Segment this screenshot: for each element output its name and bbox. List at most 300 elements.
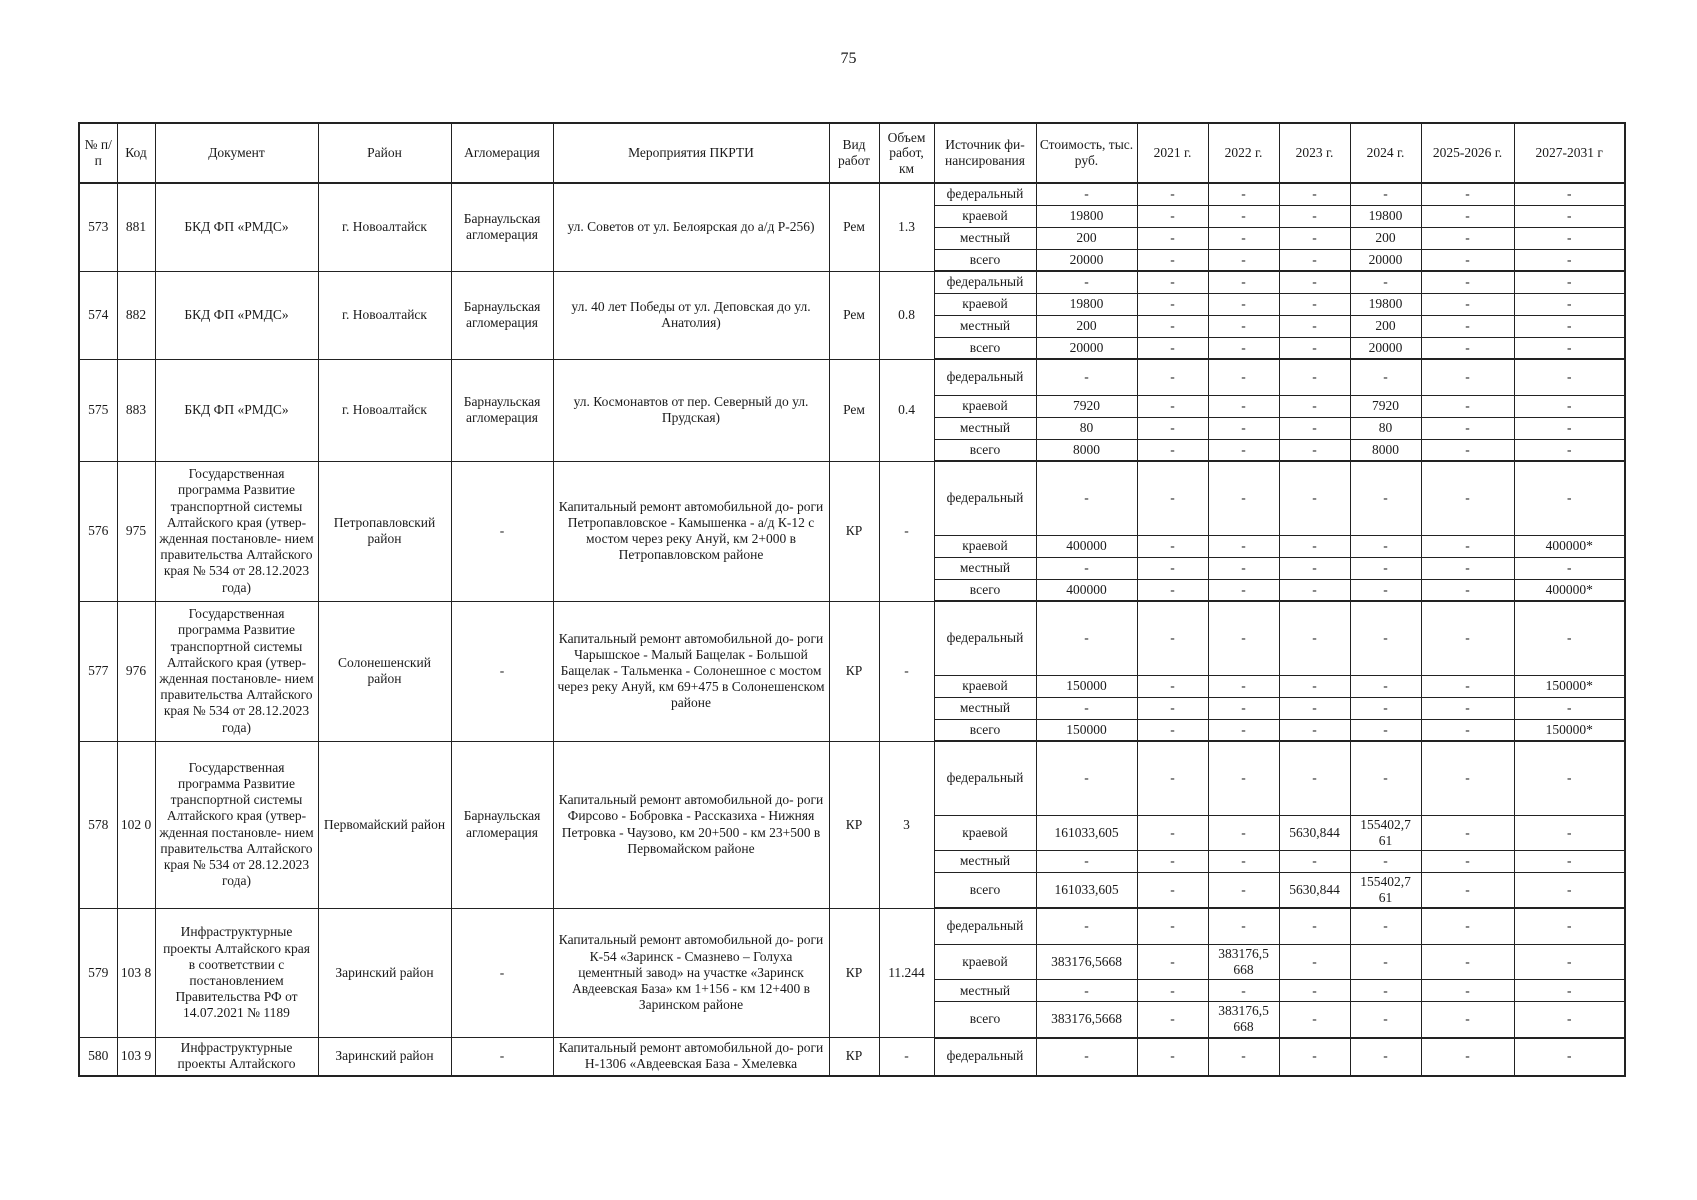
record-number: 577	[79, 601, 117, 741]
page-number: 75	[840, 50, 857, 67]
funding-source: федеральный	[934, 908, 1036, 944]
funding-source: краевой	[934, 815, 1036, 850]
year-2021-cell: -	[1137, 337, 1208, 359]
record-agglomeration: -	[451, 1038, 553, 1076]
cost-cell: 383176,5668	[1036, 944, 1137, 979]
year-2022-cell: -	[1208, 315, 1279, 337]
year-2023-cell: -	[1279, 461, 1350, 535]
years-2027-2031-cell: -	[1514, 944, 1625, 979]
year-2024-cell: -	[1350, 741, 1421, 815]
years-2027-2031-cell: -	[1514, 697, 1625, 719]
funding-source: местный	[934, 850, 1036, 872]
cost-cell: 200	[1036, 315, 1137, 337]
cost-cell: 383176,5668	[1036, 1002, 1137, 1038]
year-2023-cell: -	[1279, 579, 1350, 601]
record-code: 881	[117, 183, 155, 271]
years-2027-2031-cell: -	[1514, 850, 1625, 872]
years-2027-2031-cell: 400000*	[1514, 579, 1625, 601]
years-2025-2026-cell: -	[1421, 579, 1514, 601]
year-2023-cell: -	[1279, 395, 1350, 417]
cost-cell: -	[1036, 461, 1137, 535]
years-2027-2031-cell: -	[1514, 359, 1625, 395]
cost-cell: -	[1036, 359, 1137, 395]
record-measure: Капитальный ремонт автомобильной до- роги Петропавловское - Камышенка - а/д К-12 с мостом через реку Ануй, км 2+000 в Петропавловском районе	[553, 461, 829, 601]
year-2022-cell: -	[1208, 601, 1279, 675]
header-cell: 2021 г.	[1137, 123, 1208, 183]
year-2024-cell: 19800	[1350, 293, 1421, 315]
years-2025-2026-cell: -	[1421, 697, 1514, 719]
years-2025-2026-cell: -	[1421, 271, 1514, 293]
cost-cell: 20000	[1036, 337, 1137, 359]
funding-source: всего	[934, 1002, 1036, 1038]
years-2027-2031-cell: -	[1514, 249, 1625, 271]
header-cell: 2024 г.	[1350, 123, 1421, 183]
year-2023-cell: -	[1279, 439, 1350, 461]
year-2023-cell: -	[1279, 315, 1350, 337]
year-2022-cell: -	[1208, 535, 1279, 557]
funding-source: местный	[934, 697, 1036, 719]
years-2027-2031-cell: -	[1514, 417, 1625, 439]
year-2024-cell: -	[1350, 1038, 1421, 1076]
cost-cell: -	[1036, 557, 1137, 579]
years-2025-2026-cell: -	[1421, 249, 1514, 271]
record-number: 578	[79, 741, 117, 908]
funding-source: федеральный	[934, 359, 1036, 395]
years-2027-2031-cell: 150000*	[1514, 719, 1625, 741]
cost-cell: 200	[1036, 227, 1137, 249]
cost-cell: 19800	[1036, 205, 1137, 227]
years-2027-2031-cell: -	[1514, 315, 1625, 337]
cost-cell: 8000	[1036, 439, 1137, 461]
funding-source: всего	[934, 439, 1036, 461]
year-2022-cell: -	[1208, 980, 1279, 1002]
header-cell: 2025-2026 г.	[1421, 123, 1514, 183]
record-agglomeration: Барнаульская агломерация	[451, 183, 553, 271]
year-2021-cell: -	[1137, 205, 1208, 227]
funding-source: всего	[934, 719, 1036, 741]
years-2025-2026-cell: -	[1421, 719, 1514, 741]
record-work-type: КР	[829, 741, 879, 908]
funding-source: федеральный	[934, 601, 1036, 675]
year-2021-cell: -	[1137, 227, 1208, 249]
record-district: Петропавловский район	[318, 461, 451, 601]
year-2022-cell: -	[1208, 815, 1279, 850]
program-table	[78, 122, 1626, 1077]
year-2021-cell: -	[1137, 872, 1208, 908]
year-2024-cell: -	[1350, 271, 1421, 293]
record-document: Государственная программа Развитие транспортной системы Алтайского края (утвер- жденная постановле- нием правительства Алтайского края № 534 от 28.12.2023 года)	[155, 601, 318, 741]
record-work-type: Рем	[829, 183, 879, 271]
year-2022-cell: -	[1208, 227, 1279, 249]
header-cell: Объем работ, км	[879, 123, 934, 183]
year-2023-cell: -	[1279, 944, 1350, 979]
years-2025-2026-cell: -	[1421, 872, 1514, 908]
years-2027-2031-cell: -	[1514, 741, 1625, 815]
year-2021-cell: -	[1137, 461, 1208, 535]
record-number: 575	[79, 359, 117, 461]
year-2022-cell: 383176,5 668	[1208, 944, 1279, 979]
year-2021-cell: -	[1137, 675, 1208, 697]
year-2021-cell: -	[1137, 395, 1208, 417]
year-2021-cell: -	[1137, 249, 1208, 271]
table-row	[79, 908, 1625, 944]
year-2022-cell: -	[1208, 337, 1279, 359]
year-2021-cell: -	[1137, 697, 1208, 719]
year-2021-cell: -	[1137, 815, 1208, 850]
year-2023-cell: -	[1279, 980, 1350, 1002]
year-2021-cell: -	[1137, 1002, 1208, 1038]
cost-cell: -	[1036, 1038, 1137, 1076]
funding-source: краевой	[934, 293, 1036, 315]
funding-source: всего	[934, 337, 1036, 359]
year-2022-cell: -	[1208, 439, 1279, 461]
years-2025-2026-cell: -	[1421, 557, 1514, 579]
year-2021-cell: -	[1137, 908, 1208, 944]
cost-cell: -	[1036, 908, 1137, 944]
year-2024-cell: 200	[1350, 227, 1421, 249]
year-2023-cell: -	[1279, 741, 1350, 815]
years-2025-2026-cell: -	[1421, 944, 1514, 979]
year-2022-cell: -	[1208, 697, 1279, 719]
year-2022-cell: -	[1208, 850, 1279, 872]
table-row	[79, 183, 1625, 205]
years-2027-2031-cell: -	[1514, 439, 1625, 461]
header-cell: Район	[318, 123, 451, 183]
funding-source: всего	[934, 872, 1036, 908]
year-2021-cell: -	[1137, 439, 1208, 461]
year-2021-cell: -	[1137, 359, 1208, 395]
record-measure: ул. 40 лет Победы от ул. Деповская до ул. Анатолия)	[553, 271, 829, 359]
year-2022-cell: 383176,5 668	[1208, 1002, 1279, 1038]
year-2023-cell: 5630,844	[1279, 815, 1350, 850]
year-2022-cell: -	[1208, 183, 1279, 205]
year-2024-cell: 8000	[1350, 439, 1421, 461]
cost-cell: 19800	[1036, 293, 1137, 315]
header-cell: 2027-2031 г	[1514, 123, 1625, 183]
record-document: БКД ФП «РМДС»	[155, 183, 318, 271]
years-2027-2031-cell: -	[1514, 271, 1625, 293]
years-2027-2031-cell: -	[1514, 601, 1625, 675]
record-volume: -	[879, 461, 934, 601]
header-cell: Вид работ	[829, 123, 879, 183]
record-volume: 0.4	[879, 359, 934, 461]
year-2023-cell: -	[1279, 359, 1350, 395]
years-2027-2031-cell: -	[1514, 227, 1625, 249]
record-work-type: КР	[829, 1038, 879, 1076]
years-2027-2031-cell: -	[1514, 872, 1625, 908]
header-cell: Агломерация	[451, 123, 553, 183]
year-2024-cell: 155402,7 61	[1350, 872, 1421, 908]
years-2025-2026-cell: -	[1421, 1002, 1514, 1038]
year-2022-cell: -	[1208, 359, 1279, 395]
funding-source: федеральный	[934, 1038, 1036, 1076]
year-2024-cell: 20000	[1350, 249, 1421, 271]
table-row	[79, 601, 1625, 675]
record-work-type: КР	[829, 461, 879, 601]
years-2027-2031-cell: -	[1514, 395, 1625, 417]
year-2022-cell: -	[1208, 205, 1279, 227]
years-2027-2031-cell: 400000*	[1514, 535, 1625, 557]
record-volume: -	[879, 1038, 934, 1076]
record-code: 883	[117, 359, 155, 461]
cost-cell: -	[1036, 741, 1137, 815]
record-agglomeration: Барнаульская агломерация	[451, 359, 553, 461]
record-volume: 11.244	[879, 908, 934, 1037]
years-2027-2031-cell: -	[1514, 908, 1625, 944]
years-2025-2026-cell: -	[1421, 601, 1514, 675]
funding-source: местный	[934, 557, 1036, 579]
years-2027-2031-cell: -	[1514, 815, 1625, 850]
year-2022-cell: -	[1208, 675, 1279, 697]
years-2025-2026-cell: -	[1421, 417, 1514, 439]
years-2025-2026-cell: -	[1421, 359, 1514, 395]
year-2021-cell: -	[1137, 293, 1208, 315]
funding-source: федеральный	[934, 271, 1036, 293]
year-2021-cell: -	[1137, 719, 1208, 741]
year-2022-cell: -	[1208, 271, 1279, 293]
cost-cell: -	[1036, 980, 1137, 1002]
record-measure: Капитальный ремонт автомобильной до- роги К-54 «Заринск - Смазнево – Голуха цементный завод» на участке «Заринск Авдеевская База» км 1+156 - км 12+400 в Заринском районе	[553, 908, 829, 1037]
funding-source: всего	[934, 249, 1036, 271]
record-code: 976	[117, 601, 155, 741]
record-code: 103 8	[117, 908, 155, 1037]
cost-cell: 150000	[1036, 675, 1137, 697]
record-district: Первомайский район	[318, 741, 451, 908]
year-2023-cell: -	[1279, 337, 1350, 359]
cost-cell: 7920	[1036, 395, 1137, 417]
record-code: 102 0	[117, 741, 155, 908]
funding-source: краевой	[934, 944, 1036, 979]
header-cell: Стоимость, тыс. руб.	[1036, 123, 1137, 183]
cost-cell: 161033,605	[1036, 815, 1137, 850]
years-2027-2031-cell: -	[1514, 293, 1625, 315]
record-volume: -	[879, 601, 934, 741]
year-2021-cell: -	[1137, 850, 1208, 872]
cost-cell: 20000	[1036, 249, 1137, 271]
year-2024-cell: -	[1350, 908, 1421, 944]
header-cell: № п/п	[79, 123, 117, 183]
header-cell: 2023 г.	[1279, 123, 1350, 183]
cost-cell: -	[1036, 697, 1137, 719]
years-2025-2026-cell: -	[1421, 535, 1514, 557]
year-2024-cell: -	[1350, 719, 1421, 741]
header-cell: Код	[117, 123, 155, 183]
year-2024-cell: -	[1350, 1002, 1421, 1038]
years-2027-2031-cell: 150000*	[1514, 675, 1625, 697]
year-2022-cell: -	[1208, 417, 1279, 439]
cost-cell: 161033,605	[1036, 872, 1137, 908]
years-2025-2026-cell: -	[1421, 337, 1514, 359]
record-volume: 3	[879, 741, 934, 908]
table-row	[79, 741, 1625, 815]
year-2021-cell: -	[1137, 579, 1208, 601]
year-2021-cell: -	[1137, 271, 1208, 293]
record-agglomeration: -	[451, 601, 553, 741]
years-2025-2026-cell: -	[1421, 395, 1514, 417]
record-number: 580	[79, 1038, 117, 1076]
year-2024-cell: -	[1350, 461, 1421, 535]
year-2023-cell: -	[1279, 249, 1350, 271]
year-2023-cell: -	[1279, 227, 1350, 249]
header-cell: Мероприятия ПКРТИ	[553, 123, 829, 183]
year-2021-cell: -	[1137, 183, 1208, 205]
record-document: Инфраструктурные проекты Алтайского	[155, 1038, 318, 1076]
year-2021-cell: -	[1137, 741, 1208, 815]
record-agglomeration: Барнаульская агломерация	[451, 741, 553, 908]
years-2027-2031-cell: -	[1514, 1038, 1625, 1076]
year-2024-cell: -	[1350, 980, 1421, 1002]
record-agglomeration: Барнаульская агломерация	[451, 271, 553, 359]
year-2023-cell: -	[1279, 908, 1350, 944]
year-2024-cell: -	[1350, 183, 1421, 205]
years-2025-2026-cell: -	[1421, 980, 1514, 1002]
year-2022-cell: -	[1208, 872, 1279, 908]
table-row	[79, 271, 1625, 293]
funding-source: краевой	[934, 535, 1036, 557]
year-2021-cell: -	[1137, 535, 1208, 557]
year-2024-cell: -	[1350, 944, 1421, 979]
year-2023-cell: -	[1279, 183, 1350, 205]
year-2024-cell: 200	[1350, 315, 1421, 337]
record-measure: Капитальный ремонт автомобильной до- роги Н-1306 «Авдеевская База - Хмелевка	[553, 1038, 829, 1076]
record-volume: 1.3	[879, 183, 934, 271]
years-2025-2026-cell: -	[1421, 1038, 1514, 1076]
funding-source: федеральный	[934, 461, 1036, 535]
record-district: Заринский район	[318, 908, 451, 1037]
record-code: 882	[117, 271, 155, 359]
record-measure: ул. Космонавтов от пер. Северный до ул. Прудская)	[553, 359, 829, 461]
years-2027-2031-cell: -	[1514, 1002, 1625, 1038]
year-2023-cell: -	[1279, 697, 1350, 719]
funding-source: местный	[934, 315, 1036, 337]
year-2023-cell: -	[1279, 1038, 1350, 1076]
years-2025-2026-cell: -	[1421, 227, 1514, 249]
year-2024-cell: 80	[1350, 417, 1421, 439]
years-2025-2026-cell: -	[1421, 675, 1514, 697]
years-2027-2031-cell: -	[1514, 183, 1625, 205]
year-2021-cell: -	[1137, 557, 1208, 579]
cost-cell: 80	[1036, 417, 1137, 439]
funding-source: федеральный	[934, 183, 1036, 205]
funding-source: краевой	[934, 205, 1036, 227]
year-2021-cell: -	[1137, 417, 1208, 439]
record-district: г. Новоалтайск	[318, 183, 451, 271]
funding-source: краевой	[934, 395, 1036, 417]
year-2024-cell: 7920	[1350, 395, 1421, 417]
cost-cell: -	[1036, 271, 1137, 293]
record-measure: ул. Советов от ул. Белоярская до а/д Р-256)	[553, 183, 829, 271]
year-2022-cell: -	[1208, 741, 1279, 815]
year-2024-cell: -	[1350, 359, 1421, 395]
record-volume: 0.8	[879, 271, 934, 359]
years-2025-2026-cell: -	[1421, 741, 1514, 815]
year-2022-cell: -	[1208, 249, 1279, 271]
year-2022-cell: -	[1208, 908, 1279, 944]
year-2023-cell: 5630,844	[1279, 872, 1350, 908]
record-work-type: Рем	[829, 271, 879, 359]
record-measure: Капитальный ремонт автомобильной до- роги Чарышское - Малый Бащелак - Большой Бащелак - Тальменка - Солонешное с мостом через реку Ануй, км 69+475 в Солонешенском районе	[553, 601, 829, 741]
funding-source: краевой	[934, 675, 1036, 697]
record-agglomeration: -	[451, 908, 553, 1037]
year-2022-cell: -	[1208, 461, 1279, 535]
years-2025-2026-cell: -	[1421, 850, 1514, 872]
cost-cell: 400000	[1036, 579, 1137, 601]
year-2021-cell: -	[1137, 944, 1208, 979]
record-measure: Капитальный ремонт автомобильной до- роги Фирсово - Бобровка - Рассказиха - Нижняя Петровка - Чаузово, км 20+500 - км 23+500 в Первомайском районе	[553, 741, 829, 908]
years-2027-2031-cell: -	[1514, 980, 1625, 1002]
table-body	[79, 183, 1625, 1076]
funding-source: местный	[934, 980, 1036, 1002]
years-2025-2026-cell: -	[1421, 183, 1514, 205]
year-2023-cell: -	[1279, 850, 1350, 872]
record-number: 579	[79, 908, 117, 1037]
table-row	[79, 1038, 1625, 1076]
year-2023-cell: -	[1279, 557, 1350, 579]
years-2025-2026-cell: -	[1421, 439, 1514, 461]
year-2024-cell: -	[1350, 557, 1421, 579]
funding-source: всего	[934, 579, 1036, 601]
year-2021-cell: -	[1137, 315, 1208, 337]
record-number: 576	[79, 461, 117, 601]
year-2024-cell: -	[1350, 697, 1421, 719]
year-2023-cell: -	[1279, 601, 1350, 675]
year-2022-cell: -	[1208, 1038, 1279, 1076]
record-document: Государственная программа Развитие транспортной системы Алтайского края (утвер- жденная постановле- нием правительства Алтайского края № 534 от 28.12.2023 года)	[155, 741, 318, 908]
year-2024-cell: 19800	[1350, 205, 1421, 227]
cost-cell: -	[1036, 601, 1137, 675]
year-2023-cell: -	[1279, 271, 1350, 293]
year-2024-cell: -	[1350, 850, 1421, 872]
year-2022-cell: -	[1208, 293, 1279, 315]
year-2022-cell: -	[1208, 579, 1279, 601]
record-number: 573	[79, 183, 117, 271]
record-work-type: КР	[829, 908, 879, 1037]
record-code: 103 9	[117, 1038, 155, 1076]
years-2025-2026-cell: -	[1421, 315, 1514, 337]
years-2025-2026-cell: -	[1421, 293, 1514, 315]
year-2024-cell: -	[1350, 535, 1421, 557]
year-2024-cell: 20000	[1350, 337, 1421, 359]
years-2025-2026-cell: -	[1421, 205, 1514, 227]
record-document: БКД ФП «РМДС»	[155, 359, 318, 461]
year-2023-cell: -	[1279, 293, 1350, 315]
record-document: Инфраструктурные проекты Алтайского края в соответствии с постановлением Правительства РФ от 14.07.2021 № 1189	[155, 908, 318, 1037]
year-2021-cell: -	[1137, 1038, 1208, 1076]
year-2022-cell: -	[1208, 395, 1279, 417]
year-2024-cell: -	[1350, 601, 1421, 675]
funding-source: местный	[934, 227, 1036, 249]
year-2023-cell: -	[1279, 417, 1350, 439]
record-work-type: Рем	[829, 359, 879, 461]
year-2024-cell: 155402,7 61	[1350, 815, 1421, 850]
year-2023-cell: -	[1279, 205, 1350, 227]
record-district: г. Новоалтайск	[318, 359, 451, 461]
record-document: БКД ФП «РМДС»	[155, 271, 318, 359]
year-2022-cell: -	[1208, 557, 1279, 579]
year-2022-cell: -	[1208, 719, 1279, 741]
record-district: Солонешенский район	[318, 601, 451, 741]
year-2023-cell: -	[1279, 719, 1350, 741]
year-2021-cell: -	[1137, 980, 1208, 1002]
header-cell: Источник фи- нансирования	[934, 123, 1036, 183]
year-2023-cell: -	[1279, 1002, 1350, 1038]
record-code: 975	[117, 461, 155, 601]
year-2023-cell: -	[1279, 535, 1350, 557]
table-header-row	[79, 123, 1625, 183]
funding-source: местный	[934, 417, 1036, 439]
header-cell: 2022 г.	[1208, 123, 1279, 183]
years-2027-2031-cell: -	[1514, 461, 1625, 535]
